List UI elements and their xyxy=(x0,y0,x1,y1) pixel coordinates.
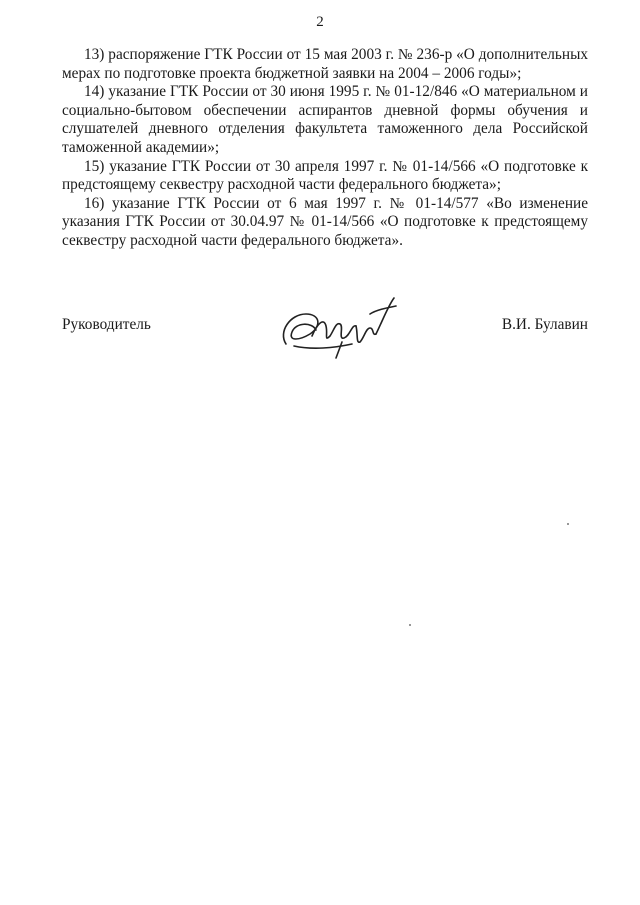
handwritten-signature xyxy=(272,292,402,362)
scan-speck xyxy=(409,624,411,626)
signatory-title: Руководитель xyxy=(62,316,151,333)
signatory-name: В.И. Булавин xyxy=(501,316,588,333)
list-item-13: 13) распоряжение ГТК России от 15 мая 2003 г. № 236-р «О дополнительных мерах по подготовке проекта бюджетной заявки на 2004 – 2006 годы»; xyxy=(62,46,588,82)
list-item-14: 14) указание ГТК России от 30 июня 1995 г. № 01-12/846 «О материальном и социально-бытовом обеспечении аспирантов дневной формы обучения и слушателей дневного отделения факультета таможенного дела Российской таможенной академии»; xyxy=(62,83,588,156)
scan-speck xyxy=(567,523,569,525)
list-item-16: 16) указание ГТК России от 6 мая 1997 г. № 01-14/577 «Во изменение указания ГТК России от 30.04.97 № 01-14/566 «О подготовке к предстоящему секвестру расходной части федерального бюджета». xyxy=(62,194,588,249)
signature-block xyxy=(62,312,588,352)
document-body xyxy=(62,46,588,251)
list-item-15: 15) указание ГТК России от 30 апреля 1997 г. № 01-14/566 «О подготовке к предстоящему секвестру расходной части федерального бюджета»; xyxy=(62,157,588,194)
page-number: 2 xyxy=(316,14,324,30)
